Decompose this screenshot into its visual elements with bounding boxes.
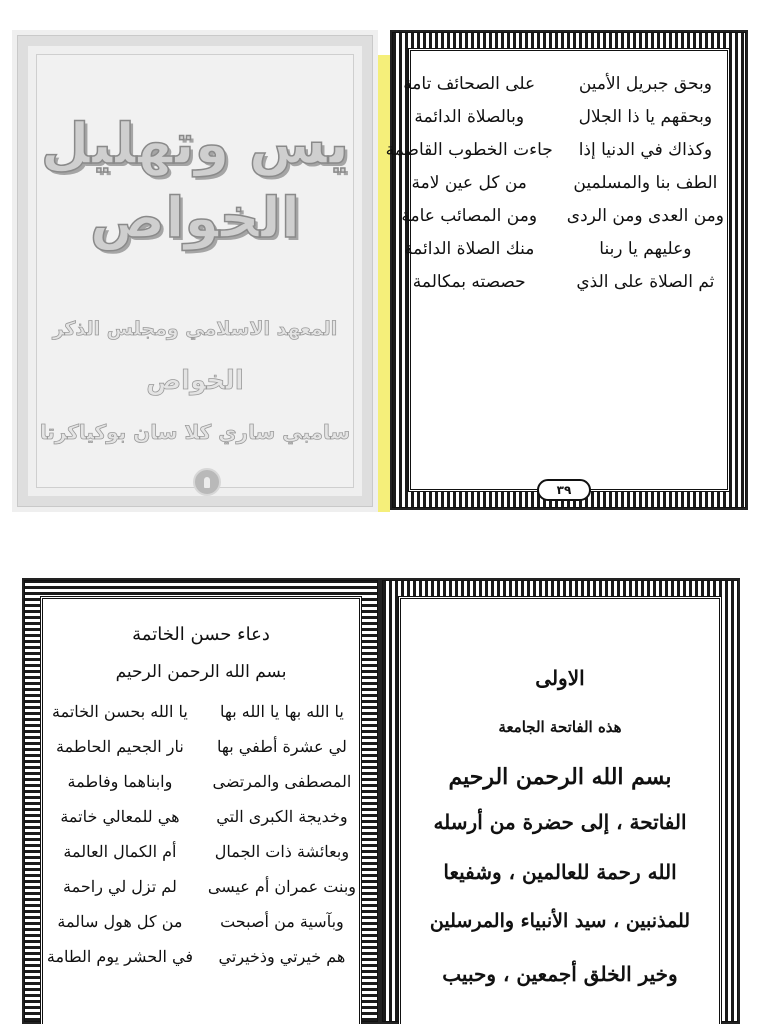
cover-name: الخواص <box>146 366 244 396</box>
cover-location: سامبي ساري كلا سان بوكياكرتا <box>39 420 351 444</box>
text-line: وخير الخلق أجمعين ، وحبيب <box>442 962 678 986</box>
verse-hemistich: ومن العدى ومن الردى <box>566 206 724 226</box>
verse-hemistich: لم تزل لي راحمة <box>63 877 177 896</box>
text-line: الله رحمة للعالمين ، وشفيعا <box>443 860 677 884</box>
verse-hemistich: هم خيرتي وذخيرتي <box>218 947 346 966</box>
text-line: بسم الله الرحمن الرحيم <box>448 764 672 790</box>
verse-hemistich: وبآسية من أصبحت <box>220 912 344 931</box>
verse-hemistich: وبالصلاة الدائمة <box>414 107 525 127</box>
cover-title-line1: يس وتهليل <box>40 112 350 177</box>
verse-hemistich: وبعائشة ذات الجمال <box>214 842 350 861</box>
verse-hemistich: وخديجة الكبرى التي <box>216 807 348 826</box>
cover-institute: المعهد الاسلامي ومجلس الذكر <box>52 318 338 340</box>
verse-hemistich: من كل عين لامة <box>411 173 527 193</box>
verse-hemistich: يا الله بحسن الخاتمة <box>52 702 188 721</box>
verse-hemistich: وبحقهم يا ذا الجلال <box>578 107 713 127</box>
cover-title-line2: الخواص <box>89 186 301 251</box>
verse-hemistich: يا الله بها يا الله بها <box>219 702 344 721</box>
text-line: الفاتحة ، إلى حضرة من أرسله <box>433 810 687 834</box>
verse-hemistich: جاءت الخطوب القاصمة <box>385 140 553 160</box>
verse-hemistich: ومن المصائب عامة <box>401 206 538 226</box>
verse-hemistich: وبحق جبريل الأمين <box>578 74 712 94</box>
page-dua <box>22 578 380 1024</box>
verse-hemistich: وبنت عمران أم عيسى <box>207 877 356 896</box>
verse-hemistich: في الحشر يوم الطامة <box>46 947 193 966</box>
page-39 <box>385 30 748 510</box>
text-line: للمذنبين ، سيد الأنبياء والمرسلين <box>429 910 691 932</box>
page-ula-heading: الاولى <box>535 666 585 690</box>
verse-hemistich: ثم الصلاة على الذي <box>576 272 715 292</box>
verse-hemistich: وابناهما وفاطمة <box>67 772 173 791</box>
verse-hemistich: المصطفى والمرتضى <box>212 772 352 791</box>
verse-hemistich: وكذاك في الدنيا إذا <box>578 140 713 160</box>
page-39-verses <box>385 74 724 292</box>
cover-page <box>12 30 378 512</box>
verse-hemistich: على الصحائف تامة <box>403 74 536 94</box>
verse-hemistich: وعليهم يا ربنا <box>599 239 692 259</box>
verse-hemistich: من كل هول سالمة <box>57 912 183 931</box>
page-ula <box>380 578 740 1024</box>
verse-hemistich: لي عشرة أطفي بها <box>217 737 347 756</box>
page-ula-subheading: هذه الفاتحة الجامعة <box>498 718 622 736</box>
emblem-icon <box>193 468 221 496</box>
verse-hemistich: منك الصلاة الدائمة <box>404 239 535 259</box>
verse-hemistich: حصصته بمكالمة <box>412 272 526 292</box>
verse-hemistich: الطف بنا والمسلمين <box>573 173 718 193</box>
page-dua-verses <box>46 702 356 966</box>
page-number: ٣٩ <box>537 479 591 501</box>
verse-hemistich: أم الكمال العالمة <box>63 842 177 861</box>
verse-hemistich: هي للمعالي خاتمة <box>60 807 180 826</box>
page-dua-basmala: بسم الله الرحمن الرحيم <box>115 662 287 682</box>
page-dua-title: دعاء حسن الخاتمة <box>132 624 270 645</box>
verse-hemistich: نار الجحيم الحاطمة <box>56 737 184 756</box>
